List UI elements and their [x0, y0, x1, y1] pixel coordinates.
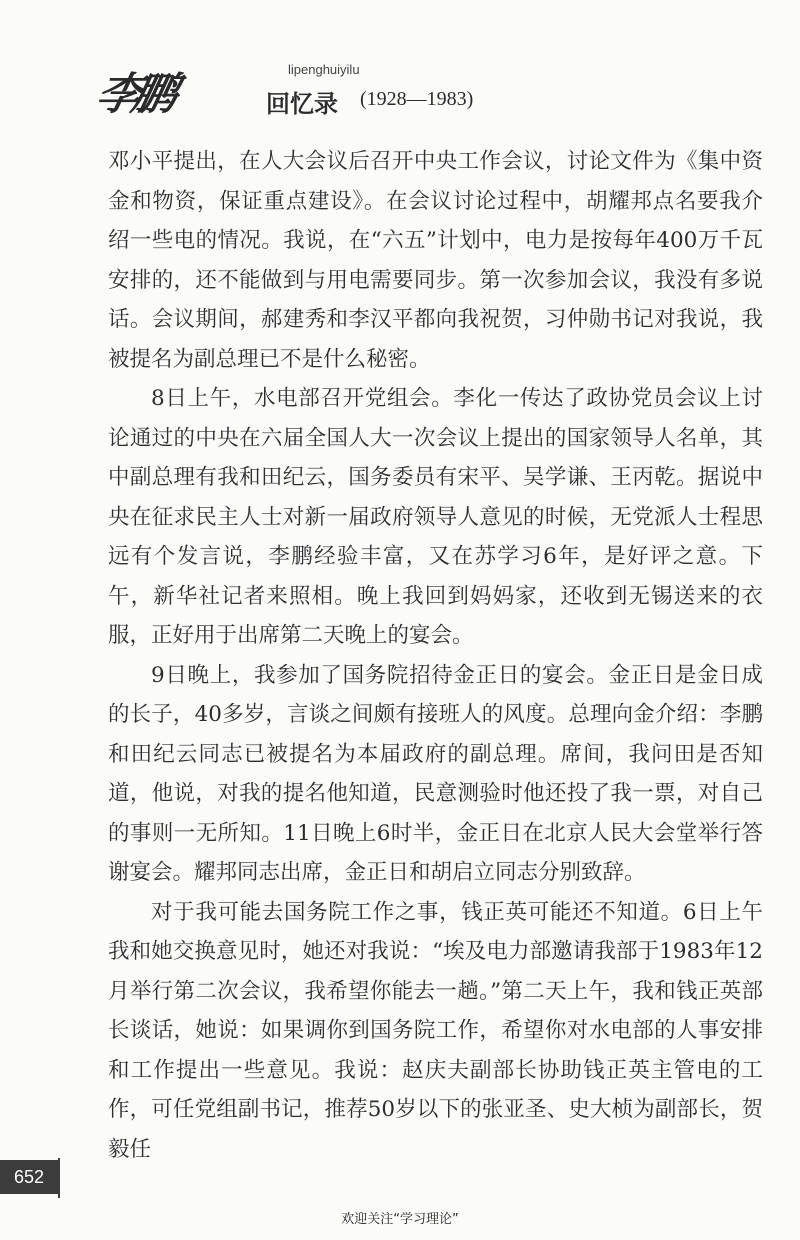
paragraph: 对于我可能去国务院工作之事，钱正英可能还不知道。6日上午我和她交换意见时，她还对我说：“埃及电力部邀请我部于1983年12月举行第二次会议，我希望你能去一趟。”第二天上午，我和钱正英部长谈话，她说：如果调你到国务院工作，希望你对水电部的人事安排和工作提出一些意见。我说：赵庆夫副部长协助钱正英主管电的工作，可任党组副书记，推荐50岁以下的张亚圣、史大桢为副部长，贺毅任: [108, 899, 763, 1162]
author-signature-logo: 李鹏: [91, 69, 175, 120]
paragraph: 8日上午，水电部召开党组会。李化一传达了政协党员会议上讨论通过的中央在六届全国人大一次会议上提出的国家领导人名单，其中副总理有我和田纪云，国务委员有宋平、吴学谦、王丙乾。据说中央在征求民主人士对新一届政府领导人意见的时候，无党派人士程思远有个发言说，李鹏经验丰富，又在苏学习6年，是好评之意。下午，新华社记者来照相。晚上我回到妈妈家，还收到无锡送来的衣服，正好用于出席第二天晚上的宴会。: [108, 386, 763, 648]
paragraph: 9日晚上，我参加了国务院招待金正日的宴会。金正日是金日成的长子，40多岁，言谈之间颇有接班人的风度。总理向金介绍：李鹏和田纪云同志已被提名为本届政府的副总理。席间，我问田是否知道，他说，对我的提名他知道，民意测验时他还投了我一票，对自己的事则一无所知。11日晚上6时半，金正日在北京人民大会堂举行答谢宴会。耀邦同志出席，金正日和胡启立同志分别致辞。: [108, 662, 763, 885]
book-years: (1928—1983): [360, 88, 474, 110]
paragraph: 邓小平提出，在人大会议后召开中央工作会议，讨论文件为《集中资金和物资，保证重点建设》。在会议讨论过程中，胡耀邦点名要我介绍一些电的情况。我说，在“六五”计划中，电力是按每年400万千瓦安排的，还不能做到与用电需要同步。第一次参加会议，我没有多说话。会议期间，郝建秀和李汉平都向我祝贺，习仲勋书记对我说，我被提名为副总理已不是什么秘密。: [108, 149, 763, 372]
header-pinyin: lipenghuiyilu: [288, 62, 360, 77]
running-header: [91, 58, 518, 120]
page-number-rule: [58, 1158, 60, 1198]
page-number: 652: [0, 1160, 58, 1194]
book-title: 回忆录: [266, 89, 338, 118]
watermark-text: 欢迎关注“学习理论”: [341, 1212, 459, 1227]
body-text: [108, 142, 763, 1169]
